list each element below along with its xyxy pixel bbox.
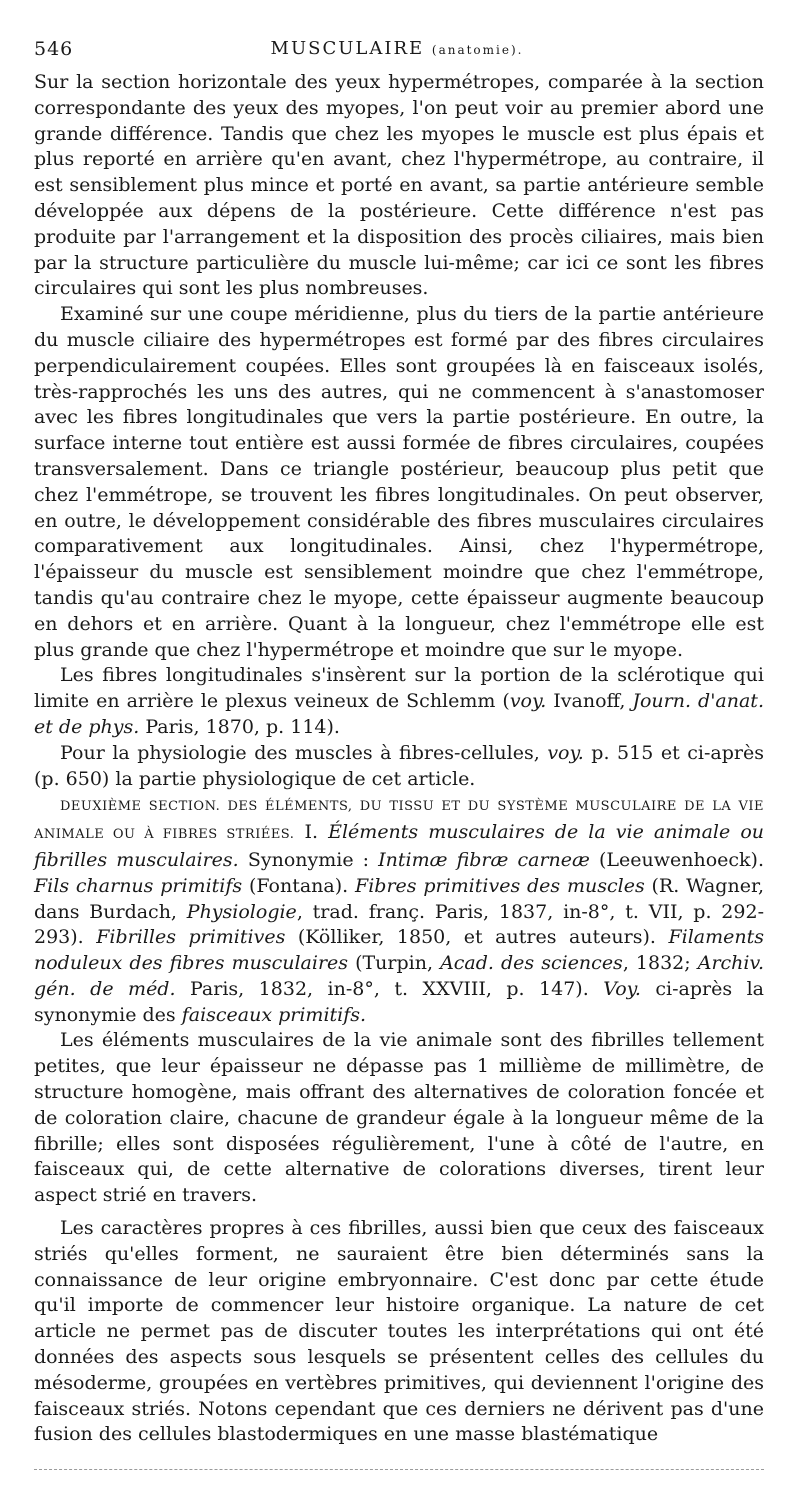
text-span: I. [294, 821, 329, 844]
text-span: (Leeuwenhoeck). [589, 848, 764, 871]
paragraph-physiologie [34, 741, 764, 793]
text-span: (R. Wagner, dans Burdach, [34, 874, 764, 923]
italic-journal-citation: Journ. d'anat. et de phys. [34, 690, 764, 738]
italic-voy: voy. [509, 690, 547, 713]
text-span: (Turpin, [348, 952, 441, 975]
italic-title: Éléments musculaires de la vie animale ou fibrilles musculaires. [34, 821, 764, 871]
running-title: MUSCULAIRE [270, 38, 425, 59]
paragraph-deuxieme-section [34, 792, 764, 1028]
paragraph-caracteres-fibrilles: Les caractères propres à ces fibrilles, aussi bien que ceux des faisceaux striés qu'elles forment, ne sauraient être bien déterminés sans la connaissance de leur origine embryonnaire. C'est donc par cette étude qu'il importe de commencer leur histoire organique. La nature de cet article ne permet pas de discuter toutes les interprétations qui ont été données des aspects sous lesquels se présentent celles des cellules du mésoderme, groupées en vertèbres primitives, qui deviennent l'origine des faisceaux striés. Notons cependant que ces derniers ne dérivent pas d'une fusion des cellules blastodermiques en une masse blastématique [34, 1217, 764, 1446]
italic-synonym: Intimæ fibræ carneæ [378, 848, 590, 871]
running-subtitle: (anatomie). [431, 43, 524, 57]
text-span: , 1832; [622, 952, 698, 975]
italic-title: Archiv. gén. de méd. [34, 952, 764, 1000]
paragraph-hypermetropes-section: Sur la section horizontale des yeux hypermétropes, comparée à la section correspondante des yeux des myopes, l'on peut voir au premier abord une grande différence. Tandis que chez les myopes le muscle est plus épais et plus reporté en arrière qu'en avant, chez l'hypermétrope, au contraire, il est sensiblement plus mince et porté en avant, sa partie antérieure semble développée aux dépens de la postérieure. Cette différence n'est pas produite par l'arrangement et la disposition des procès ciliaires, mais bien par la structure particulière du muscle lui-même; car ici ce sont les fibres circulaires qui sont les plus nombreuses. [34, 71, 764, 300]
text-span: Ivanoff, [546, 690, 633, 713]
italic-synonym: Filaments noduleux des fibres musculaires [34, 926, 765, 975]
section-heading: DEUXIÈME SECTION. DES ÉLÉMENTS, DU TISSU ET DU SYSTÈME MUSCULAIRE DE LA VIE ANIMALE OU À FIBRES STRIÉES. [34, 799, 764, 843]
text-span: ci-après la synonymie des [34, 977, 764, 1026]
text-span: Synonymie : [238, 848, 379, 871]
footer-rule [34, 1469, 764, 1470]
text-span: p. 515 et ci-après (p. 650) la partie physiologique de cet article. [34, 741, 764, 790]
paragraph-fibres-longitudinales [34, 663, 764, 740]
paragraph-elements-musculaires: Les éléments musculaires de la vie animale sont des fibrilles tellement petites, que leur épaisseur ne dépasse pas 1 millième de millimètre, de structure homogène, mais offrant des alternatives de coloration foncée et de coloration claire, chacune de grandeur égale à la longueur même de la fibrille; elles sont disposées régulièrement, l'une à côté de l'autre, en faisceaux qui, de cette alternative de colorations diverses, tirent leur aspect strié en travers. [34, 1029, 764, 1207]
text-span: Paris, 1870, p. 114). [139, 715, 340, 738]
paragraph-coupe-meridienne: Examiné sur une coupe méridienne, plus du tiers de la partie antérieure du muscle ciliaire des hypermétropes est formé par des fibres circulaires perpendiculairement coupées. Elles sont groupées là en faisceaux isolés, très-rapprochés les uns des autres, qui ne commencent à s'anastomoser avec les fibres longitudinales que vers la partie postérieure. En outre, la surface interne tout entière est aussi formée de fibres circulaires, coupées transversalement. Dans ce triangle postérieur, beaucoup plus petit que chez l'emmétrope, se trouvent les fibres longitudinales. On peut observer, en outre, le développement considérable des fibres musculaires circulaires comparativement aux longitudinales. Ainsi, chez l'hypermétrope, l'épaisseur du muscle est sensiblement moindre que chez l'emmétrope, tandis qu'au contraire chez le myope, cette épaisseur augmente beaucoup en dehors et en arrière. Quant à la longueur, chez l'emmétrope elle est plus grande que chez l'hypermétrope et moindre que sur le myope. [34, 303, 764, 661]
page-header [34, 38, 760, 66]
article-body [34, 70, 764, 1448]
italic-title: Acad. des sciences [440, 952, 623, 975]
italic-synonym: faisceaux primitifs. [181, 1003, 367, 1026]
text-span: Les fibres longitudinales s'insèrent sur la portion de la sclérotique qui limite en arrière le plexus veineux de Schlemm ( [34, 664, 764, 713]
text-span: , trad. franç. Paris, 1837, in-8°, t. VII, p. 292-293). [34, 900, 764, 949]
text-span: Pour la physiologie des muscles à fibres-cellules, [60, 741, 548, 764]
text-span: Paris, 1832, in-8°, t. XXVIII, p. 147). [175, 977, 604, 1000]
running-head [34, 38, 760, 59]
text-span: (Fontana). [242, 874, 356, 897]
italic-synonym: Fils charnus primitifs [34, 874, 243, 897]
italic-voy: Voy. [603, 977, 641, 1000]
italic-voy: voy. [547, 741, 584, 764]
italic-synonym: Fibrilles primitives [96, 926, 286, 949]
page-number: 546 [34, 38, 74, 60]
italic-title: Physiologie [186, 900, 297, 923]
italic-synonym: Fibres primitives des muscles [355, 874, 645, 897]
text-span: (Kölliker, 1850, et autres auteurs). [285, 926, 669, 949]
